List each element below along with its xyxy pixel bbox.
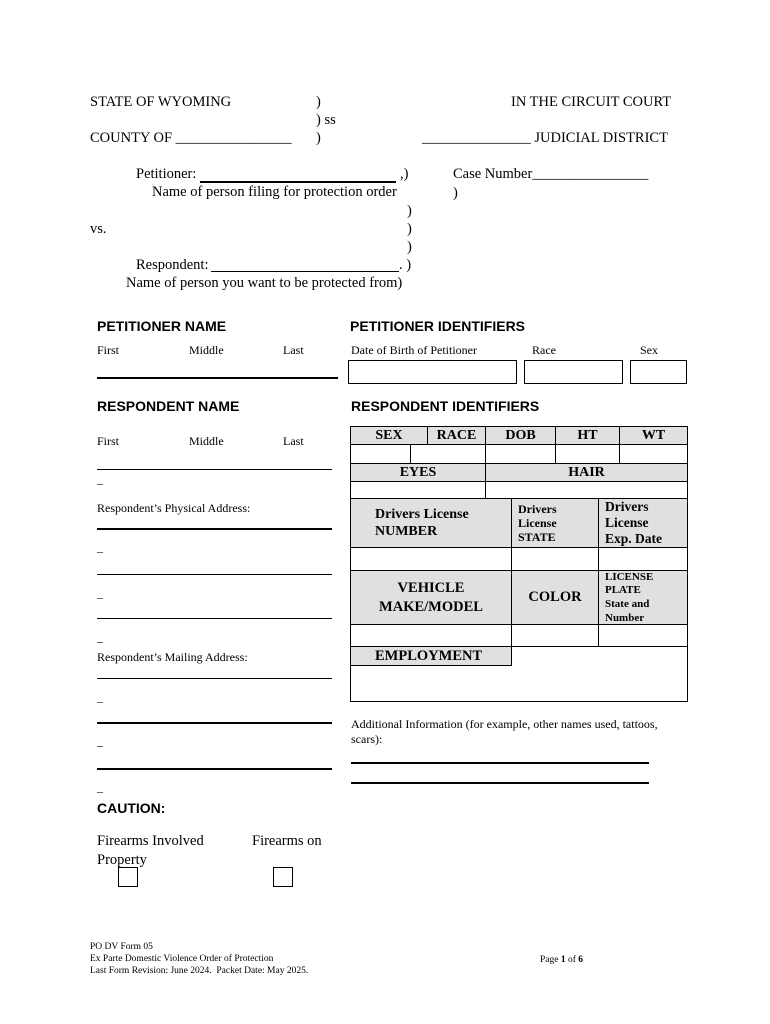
line-dash: _	[97, 630, 103, 644]
color-field[interactable]	[511, 624, 599, 647]
additional-info-line[interactable]	[351, 762, 649, 764]
first-label: First	[97, 434, 120, 448]
mailing-address-line[interactable]	[97, 722, 332, 724]
dl-state-label: License	[518, 516, 557, 530]
dl-number-header	[350, 498, 512, 548]
plate-label: State and	[605, 598, 650, 610]
caption-paren: )	[316, 130, 321, 146]
eyes-header: EYES	[350, 463, 486, 482]
eyes-field[interactable]	[350, 481, 486, 499]
petitioner-description: Name of person filing for protection order	[152, 184, 397, 200]
hair-header: HAIR	[485, 463, 688, 482]
firearms-involved-label: Property	[97, 852, 147, 868]
additional-info-line[interactable]	[351, 782, 649, 784]
caption-paren: )	[316, 94, 321, 110]
dl-number-label: Drivers License	[375, 507, 469, 522]
mailing-address-label: Respondent’s Mailing Address:	[97, 650, 248, 664]
middle-label: Middle	[189, 434, 224, 448]
physical-address-line[interactable]	[97, 618, 332, 619]
petitioner-name-heading: PETITIONER NAME	[97, 318, 227, 334]
respondent-name-heading: RESPONDENT NAME	[97, 398, 240, 414]
firearms-involved-label: Firearms Involved	[97, 833, 204, 849]
firearms-involved-checkbox[interactable]	[118, 867, 138, 887]
petitioner-identifiers-heading: PETITIONER IDENTIFIERS	[350, 318, 526, 334]
race-field[interactable]	[524, 360, 623, 384]
sex-header: SEX	[350, 426, 428, 445]
color-header: COLOR	[511, 570, 599, 625]
caption-paren: )	[407, 239, 412, 255]
plate-label: Number	[605, 612, 645, 624]
employment-header: EMPLOYMENT	[350, 646, 512, 666]
caption-paren: )	[407, 203, 412, 219]
sex-field[interactable]	[350, 444, 411, 464]
vehicle-label: MAKE/MODEL	[379, 599, 483, 615]
race-field[interactable]	[410, 444, 486, 464]
race-label: Race	[532, 343, 556, 357]
line-dash: _	[97, 472, 103, 486]
respondent-name-field[interactable]	[97, 469, 332, 470]
form-number: PO DV Form 05	[90, 942, 153, 952]
wt-header: WT	[619, 426, 688, 445]
mailing-address-line[interactable]	[97, 768, 332, 770]
dl-state-label: STATE	[518, 530, 556, 544]
page-mid: of	[565, 955, 579, 965]
dl-state-field[interactable]	[511, 547, 599, 571]
vehicle-field[interactable]	[350, 624, 512, 647]
page-number: 1	[560, 955, 566, 965]
vehicle-header	[350, 570, 512, 625]
last-label: Last	[283, 343, 304, 357]
petitioner-name-line[interactable]	[200, 181, 396, 183]
line-dash: _	[97, 690, 103, 704]
plate-label: LICENSE	[605, 571, 654, 583]
dob-field[interactable]	[485, 444, 556, 464]
line-dash: _	[97, 586, 103, 600]
dob-header: DOB	[485, 426, 556, 445]
petitioner-name-field[interactable]	[97, 377, 338, 379]
sex-field[interactable]	[630, 360, 687, 384]
dl-exp-label: Drivers	[605, 499, 649, 514]
respondent-description: Name of person you want to be protected from)	[126, 275, 403, 291]
caption-paren: )	[407, 221, 412, 237]
caption-paren: )	[453, 185, 458, 201]
sex-label: Sex	[640, 343, 658, 357]
page-total: 6	[578, 955, 584, 965]
form-title: Ex Parte Domestic Violence Order of Protection	[90, 954, 274, 964]
wt-field[interactable]	[619, 444, 688, 464]
race-header: RACE	[427, 426, 486, 445]
county-label[interactable]: COUNTY OF ________________	[90, 130, 292, 146]
mailing-address-line[interactable]	[97, 678, 332, 679]
judicial-district-label[interactable]: _______________ JUDICIAL DISTRICT	[422, 130, 668, 146]
line-dash: _	[97, 734, 103, 748]
physical-address-line[interactable]	[97, 528, 332, 530]
respondent-name-line[interactable]	[211, 271, 399, 272]
first-label: First	[97, 343, 120, 357]
line-dash: _	[97, 540, 103, 554]
respondent-label: Respondent:	[136, 257, 209, 273]
physical-address-line[interactable]	[97, 574, 332, 575]
vs-label: vs.	[90, 221, 107, 237]
middle-label: Middle	[189, 343, 224, 357]
plate-header	[598, 570, 688, 625]
state-label: STATE OF WYOMING	[90, 94, 232, 110]
dl-exp-label: Exp. Date	[605, 531, 662, 546]
physical-address-label: Respondent’s Physical Address:	[97, 501, 251, 515]
ht-header: HT	[555, 426, 620, 445]
court-label: IN THE CIRCUIT COURT	[511, 94, 672, 110]
caption-paren: ,)	[400, 166, 409, 182]
petitioner-label: Petitioner:	[136, 166, 197, 182]
dl-number-field[interactable]	[350, 547, 512, 571]
page-indicator	[540, 955, 583, 965]
dob-field[interactable]	[348, 360, 517, 384]
dl-exp-label: License	[605, 515, 649, 530]
dob-label: Date of Birth of Petitioner	[351, 343, 477, 357]
caption-ss: ) ss	[316, 112, 336, 128]
dl-number-label: NUMBER	[375, 524, 438, 539]
dl-exp-header	[598, 498, 688, 548]
last-label: Last	[283, 434, 304, 448]
caption-paren: . )	[399, 257, 412, 273]
case-number-label[interactable]: Case Number________________	[453, 166, 649, 182]
ht-field[interactable]	[555, 444, 620, 464]
respondent-identifiers-heading: RESPONDENT IDENTIFIERS	[351, 398, 540, 414]
page-prefix: Page	[540, 955, 561, 965]
firearms-on-property-checkbox[interactable]	[273, 867, 293, 887]
additional-info-label: Additional Information (for example, other names used, tattoos,	[351, 717, 658, 731]
dl-exp-field[interactable]	[598, 547, 688, 571]
vehicle-label: VEHICLE	[397, 580, 465, 596]
dl-state-label: Drivers	[518, 502, 557, 516]
dl-state-header	[511, 498, 599, 548]
plate-label: PLATE	[605, 584, 641, 596]
plate-field[interactable]	[598, 624, 688, 647]
hair-field[interactable]	[485, 481, 688, 499]
additional-info-label: scars):	[351, 732, 383, 746]
line-dash: _	[97, 780, 103, 794]
firearms-on-property-label: Firearms on	[252, 833, 322, 849]
form-revision: Last Form Revision: June 2024. Packet Date: May 2025.	[90, 966, 309, 976]
caution-heading: CAUTION:	[97, 800, 166, 816]
